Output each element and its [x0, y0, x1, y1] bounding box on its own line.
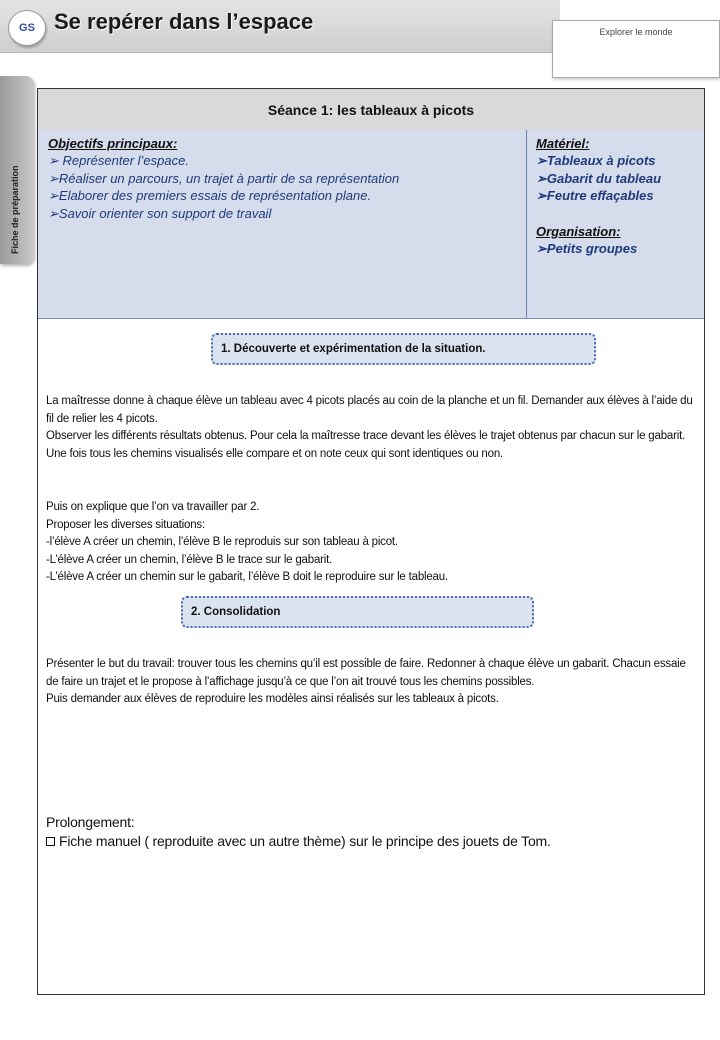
step2-label: 2. Consolidation	[191, 606, 281, 618]
objectives-heading: Objectifs principaux:	[48, 136, 178, 151]
page-title: Se repérer dans l’espace	[54, 9, 314, 34]
material-item: ➢Tableaux à picots	[536, 153, 656, 168]
step2-box	[181, 596, 534, 628]
organisation-heading: Organisation:	[536, 223, 621, 239]
step2-paragraph: Présenter le but du travail: trouver tous les chemins qu’il est possible de faire. Redonner à chaque élève un gabarit. Chacun essaie de faire un trajet et le propose à l’affichage jusqu’à ce que l’on ait trouvé tous les chemins possibles.	[46, 658, 686, 688]
step2-text	[46, 656, 698, 709]
extension-section	[46, 813, 698, 851]
step1-box	[211, 333, 596, 365]
session-title: Séance 1: les tableaux à picots	[267, 101, 475, 118]
step1-line: Puis on explique que l’on va travailler par 2.	[46, 501, 260, 513]
step1-line: -L’élève A créer un chemin sur le gabarit, l’élève B doit le reproduire sur le tableau.	[46, 571, 448, 583]
material-item: ➢Feutre effaçables	[536, 188, 654, 203]
column-divider	[526, 130, 527, 318]
material-section	[536, 135, 701, 257]
step1-text	[46, 393, 698, 463]
organisation-item: ➢Petits groupes	[536, 240, 638, 256]
objective-item: ➢ Représenter l’espace.	[48, 153, 189, 168]
session-title-row	[38, 89, 704, 131]
step1-paragraph: Observer les différents résultats obtenus. Pour cela la maîtresse trace devant les élèves le trajet obtenus par chacun sur le gabarit. Une fois tous les chemins visualisés elle compare et on note ceux qui sont identiques ou non.	[46, 430, 686, 460]
extension-item	[46, 832, 698, 851]
step1-paragraph: La maîtresse donne à chaque élève un tableau avec 4 picots placés au coin de la planche et un fil. Demander aux élèves à l’aide du fil de relier les 4 picots.	[46, 395, 693, 425]
step1-text-2	[46, 499, 698, 587]
level-badge: GS	[8, 10, 46, 46]
objectives-section	[48, 135, 518, 222]
checkbox-icon	[46, 837, 55, 846]
info-row	[38, 130, 704, 319]
objective-item: ➢Elaborer des premiers essais de représentation plane.	[48, 188, 372, 203]
material-heading: Matériel:	[536, 136, 590, 151]
domain-tag	[552, 20, 720, 78]
extension-item-text: Fiche manuel ( reproduite avec un autre thème) sur le principe des jouets de Tom.	[59, 833, 551, 849]
domain-label: Explorer le monde	[599, 27, 673, 37]
step2-paragraph: Puis demander aux élèves de reproduire les modèles ainsi réalisés sur les tableaux à picots.	[46, 693, 499, 705]
side-tab	[0, 76, 34, 264]
step1-label: 1. Découverte et expérimentation de la situation.	[221, 343, 486, 355]
step1-line: Proposer les diverses situations:	[46, 518, 205, 531]
objective-item: ➢Savoir orienter son support de travail	[48, 205, 272, 221]
lesson-sheet	[37, 88, 705, 995]
material-item: ➢Gabarit du tableau	[536, 170, 662, 186]
step1-line: -l’élève A créer un chemin, l’élève B le reproduis sur son tableau à picot.	[46, 536, 398, 548]
side-tab-label: Fiche de préparation	[10, 165, 20, 254]
objective-item: ➢Réaliser un parcours, un trajet à partir de sa représentation	[48, 170, 400, 186]
extension-heading: Prolongement:	[46, 814, 135, 830]
step1-line: -L’élève A créer un chemin, l’élève B le trace sur le gabarit.	[46, 553, 333, 566]
